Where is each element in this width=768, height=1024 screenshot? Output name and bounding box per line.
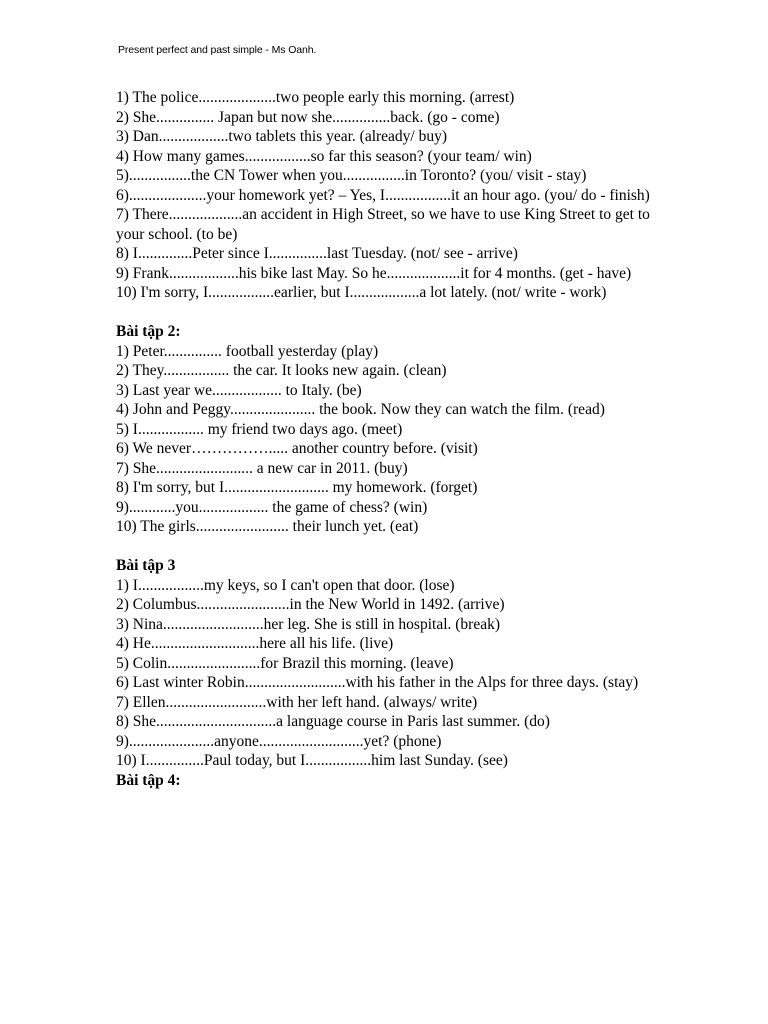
- exercise-line: 9)......................anyone...........................yet? (phone): [116, 732, 442, 750]
- exercise-line: 5) I................. my friend two days ago. (meet): [116, 420, 403, 438]
- section-gap: [116, 303, 656, 323]
- exercise-line: 8) I..............Peter since I...............last Tuesday. (not/ see - arrive): [116, 245, 518, 262]
- exercise-line: 4) He............................here all his life. (live): [116, 635, 394, 652]
- exercise-line: 3) Last year we.................. to Italy. (be): [116, 381, 362, 399]
- exercise-line: 1) Peter............... football yesterday (play): [116, 342, 379, 360]
- section-title: Bài tập 4:: [116, 771, 181, 789]
- exercise-section-1: [116, 88, 656, 303]
- exercise-line: 5)................the CN Tower when you................in Toronto? (you/ visit - stay): [116, 167, 587, 184]
- exercise-line: 9) Frank..................his bike last May. So he...................it for 4 months. (get - have): [116, 264, 632, 282]
- exercise-line: 7) She......................... a new car in 2011. (buy): [116, 459, 408, 477]
- exercise-line: 2) She............... Japan but now she...............back. (go - come): [116, 108, 500, 126]
- exercise-line: 3) Dan..................two tablets this year. (already/ buy): [116, 128, 448, 145]
- exercise-line: 2) They................. the car. It looks new again. (clean): [116, 362, 447, 379]
- exercise-line: 10) I...............Paul today, but I.................him last Sunday. (see): [116, 752, 508, 769]
- exercise-line: 2) Columbus........................in the New World in 1492. (arrive): [116, 596, 505, 613]
- exercise-line: 3) Nina..........................her leg. She is still in hospital. (break): [116, 615, 500, 633]
- exercise-line: 10) The girls........................ their lunch yet. (eat): [116, 518, 419, 535]
- exercise-line: 5) Colin........................for Brazil this morning. (leave): [116, 654, 454, 672]
- exercise-line: 9)............you.................. the game of chess? (win): [116, 498, 428, 516]
- exercise-section-4: [116, 771, 656, 791]
- exercise-content: [116, 88, 656, 790]
- exercise-line: 1) The police....................two people early this morning. (arrest): [116, 89, 515, 106]
- exercise-section-2: [116, 322, 656, 537]
- exercise-line: 6) Last winter Robin..........................with his father in the Alps for three days. (stay): [116, 674, 639, 691]
- exercise-line: 8) She...............................a language course in Paris last summer. (do): [116, 713, 550, 730]
- section-title: Bài tập 3: [116, 557, 176, 574]
- page-header: Present perfect and past simple - Ms Oanh.: [118, 44, 317, 56]
- exercise-section-3: [116, 556, 656, 771]
- exercise-line: 4) John and Peggy...................... the book. Now they can watch the film. (read): [116, 401, 605, 418]
- exercise-line: 7) Ellen..........................with her left hand. (always/ write): [116, 693, 478, 711]
- exercise-line: 6)....................your homework yet? – Yes, I.................it an hour ago. (you/ do - finish): [116, 186, 650, 204]
- exercise-line: 4) How many games.................so far this season? (your team/ win): [116, 147, 532, 165]
- section-title: Bài tập 2:: [116, 323, 181, 340]
- exercise-line: 6) We never……………..... another country before. (visit): [116, 440, 478, 457]
- section-gap: [116, 537, 656, 557]
- exercise-line: 8) I'm sorry, but I........................... my homework. (forget): [116, 479, 478, 496]
- exercise-line: 10) I'm sorry, I.................earlier, but I..................a lot lately. (not/ write - work): [116, 284, 607, 301]
- exercise-line: 1) I.................my keys, so I can't open that door. (lose): [116, 576, 455, 594]
- exercise-line: 7) There...................an accident in High Street, so we have to use King Street to get to your school. (to be): [116, 206, 654, 243]
